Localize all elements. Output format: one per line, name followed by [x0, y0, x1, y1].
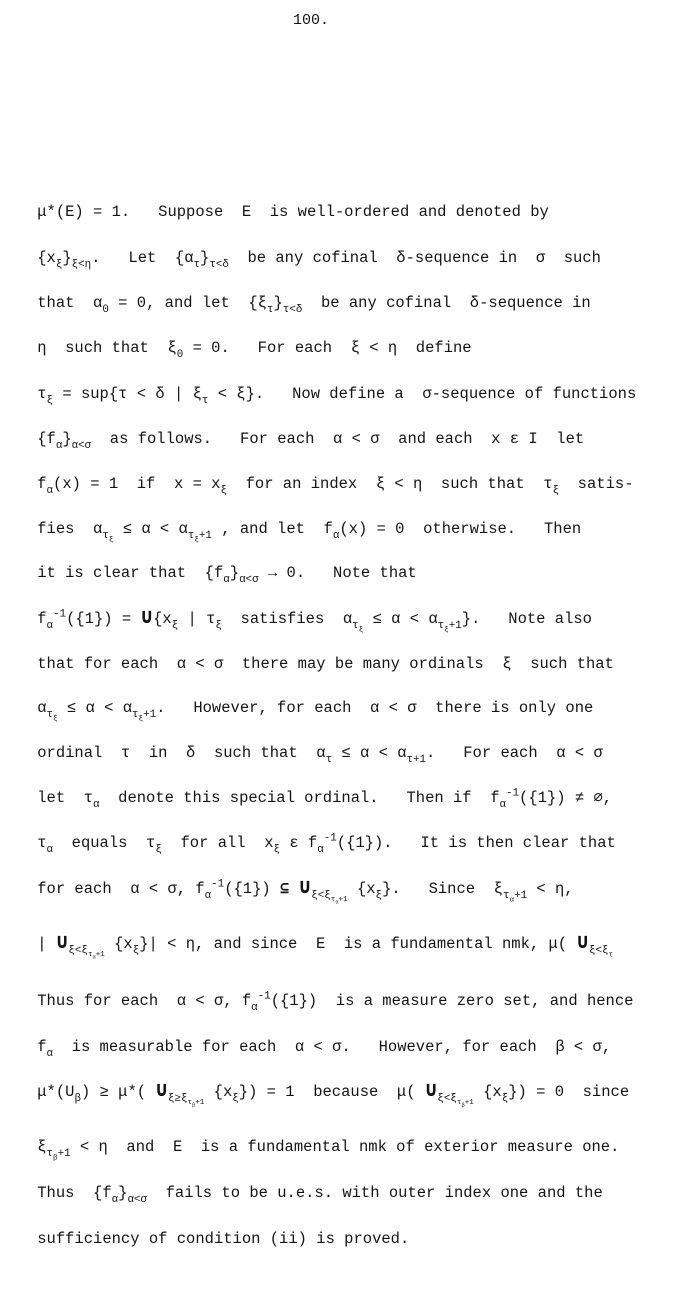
line-text: $f_\alpha(x) = 1$ if $x = x_\xi$ for an index ξ < η such that $\tau_\xi$ satis- — [37, 475, 634, 497]
line-text: $\mu*(U_\beta) \ge \mu*$( $\cup_{\xi\ge\xi_{\tau_\beta+1}}$ $\{x_\xi\}) = 1$ because μ( $\cup_{\xi<\xi_{\tau_\beta+1}}$ $\{x_\xi\}) = 0$ since — [37, 1080, 630, 1109]
line-text: for each α < σ, $f_\alpha^{-1}(\{1\})$ ⊆ $\cup_{\xi<\xi_{\tau_\alpha+1}}$ $\{x_\xi\}$. Since $\xi_{\tau_\alpha+1} < \eta$, — [37, 877, 574, 906]
line-text: $\alpha_{\tau_\xi} \le \alpha < \alpha_{\tau_\xi+1}$. However, for each α < σ there is only one — [37, 699, 594, 724]
text-line — [0, 1209, 409, 1269]
line-text: μ*(E) = 1. Suppose E is well-ordered and denoted by — [37, 203, 549, 221]
line-text: Thus for each α < σ, $f_\alpha^{-1}(\{1\})$ is a measure zero set, and hence — [37, 990, 634, 1014]
line-text: let $\tau_\alpha$ denote this special ordinal. Then if $f_\alpha^{-1}(\{1\})$ ≠ ∅, — [37, 787, 613, 811]
line-text: it is clear that $\{f_\alpha\}_{\alpha<\sigma} \to 0$. Note that — [37, 564, 417, 586]
line-text: sufficiency of condition (ii) is proved. — [37, 1230, 410, 1248]
line-text: $f_\alpha^{-1}(\{1\})$ = $\cup\{x_\xi$ | $\tau_\xi$ satisfies $\alpha_{\tau_\xi} \le \alpha < \alpha_{\tau_\xi+1}$}. Note also — [37, 607, 592, 635]
line-text: $\tau_\alpha$ equals $\tau_\xi$ for all $x_\xi$ ε $f_\alpha^{-1}(\{1\})$. It is then clear that — [37, 832, 616, 856]
line-text: $\tau_\xi = sup\{\tau < \delta$ | $\xi_\tau < \xi$}. Now define a σ-sequence of functions — [37, 385, 637, 407]
line-text: that $\alpha_0 = 0$, and let $\{\xi_\tau\}_{\tau<\delta}$ be any cofinal δ-sequence in — [37, 294, 591, 316]
line-text: $\{f_\alpha\}_{\alpha<\sigma}$ as follows. For each α < σ and each x ε I let — [37, 430, 585, 452]
line-text: $\{x_\xi\}_{\xi<\eta}$. Let $\{\alpha_\tau\}_{\tau<\delta}$ be any cofinal δ-sequence in σ such — [37, 249, 601, 271]
line-text: that for each α < σ there may be many ordinals ξ such that — [37, 655, 614, 673]
text-line — [0, 914, 613, 978]
line-text: | $\cup_{\xi<\xi_{\tau_\alpha+1}}$ $\{x_\xi\}| < \eta$, and since E is a fundamental nmk, μ( $\cup_{\xi<\xi_\tau}$ — [37, 932, 614, 961]
line-text: Thus $\{f_\alpha\}_{\alpha<\sigma}$ fails to be u.e.s. with outer index one and the — [37, 1184, 603, 1206]
line-text: fies $\alpha_{\tau_\xi} \le \alpha < \alpha_{\tau_\xi+1}$ , and let $f_\alpha(x) = 0$ otherwise. Then — [37, 520, 582, 545]
line-text: η such that $\xi_0 = 0$. For each ξ < η define — [37, 339, 472, 361]
page-number: 100. — [293, 12, 330, 29]
line-text: ordinal τ in δ such that $\alpha_\tau \le \alpha < \alpha_{\tau+1}$. For each α < σ — [37, 744, 603, 766]
line-text: $f_\alpha$ is measurable for each α < σ. However, for each β < σ, — [37, 1038, 612, 1060]
line-text: $\xi_{\tau_\beta+1} < \eta$ and E is a fundamental nmk of exterior measure one. — [37, 1138, 620, 1163]
